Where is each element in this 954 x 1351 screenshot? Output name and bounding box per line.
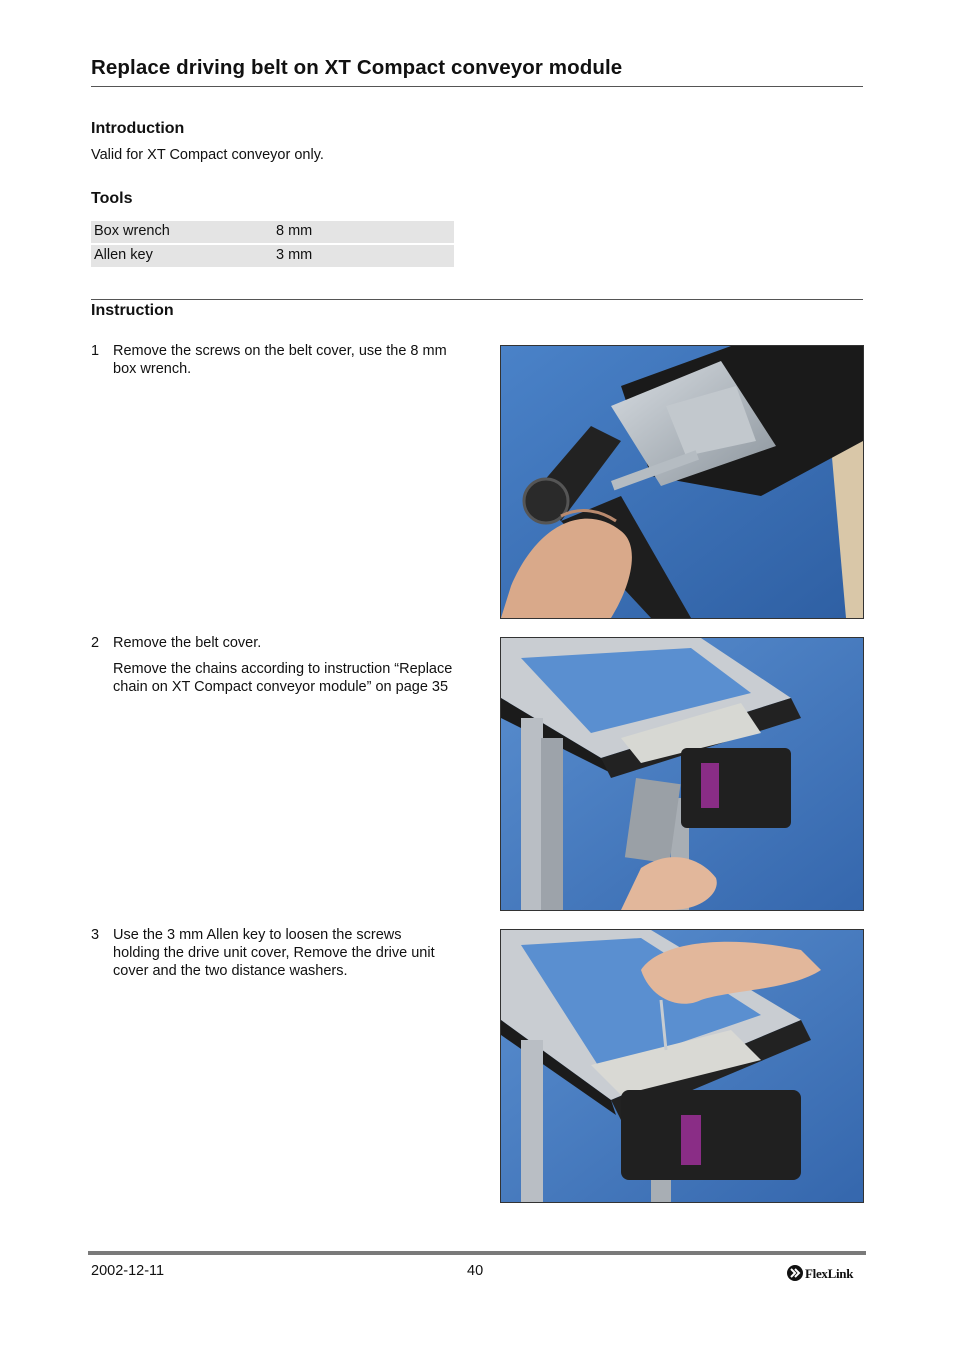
logo-text: FlexLink bbox=[805, 1266, 854, 1281]
tool-size: 3 mm bbox=[276, 247, 313, 263]
tools-heading: Tools bbox=[91, 190, 133, 207]
tool-size: 8 mm bbox=[276, 223, 313, 239]
photo-step-1 bbox=[500, 345, 864, 619]
step-number: 3 bbox=[91, 927, 100, 943]
introduction-text: Valid for XT Compact conveyor only. bbox=[91, 147, 324, 163]
flexlink-logo bbox=[786, 1264, 866, 1284]
tools-row bbox=[91, 221, 454, 243]
instruction-heading: Instruction bbox=[91, 302, 174, 319]
step-text: Remove the belt cover. bbox=[113, 635, 262, 651]
photo-step-3 bbox=[500, 929, 864, 1203]
page-number: 40 bbox=[467, 1263, 484, 1279]
footer-date: 2002-12-11 bbox=[91, 1263, 165, 1279]
title-divider bbox=[91, 86, 863, 87]
tool-name: Box wrench bbox=[94, 223, 170, 239]
instruction-divider bbox=[91, 299, 863, 300]
tools-table bbox=[91, 221, 454, 269]
page-title: Replace driving belt on XT Compact conveyor module bbox=[91, 56, 623, 79]
photo-step-2 bbox=[500, 637, 864, 911]
step-number: 2 bbox=[91, 635, 100, 651]
step-text: Use the 3 mm Allen key to loosen the screws holding the drive unit cover, Remove the drive unit cover and the two distance washers. bbox=[113, 927, 435, 979]
tool-name: Allen key bbox=[94, 247, 153, 263]
step-number: 1 bbox=[91, 343, 100, 359]
footer-divider bbox=[88, 1251, 866, 1255]
introduction-heading: Introduction bbox=[91, 120, 185, 137]
step-2-extra-text: Remove the chains according to instruction “Replace chain on XT Compact conveyor module” on page 35 bbox=[113, 661, 453, 695]
step-text: Remove the screws on the belt cover, use the 8 mm box wrench. bbox=[113, 343, 447, 377]
tools-row bbox=[91, 245, 454, 267]
flexlink-logo-icon bbox=[786, 1264, 804, 1282]
